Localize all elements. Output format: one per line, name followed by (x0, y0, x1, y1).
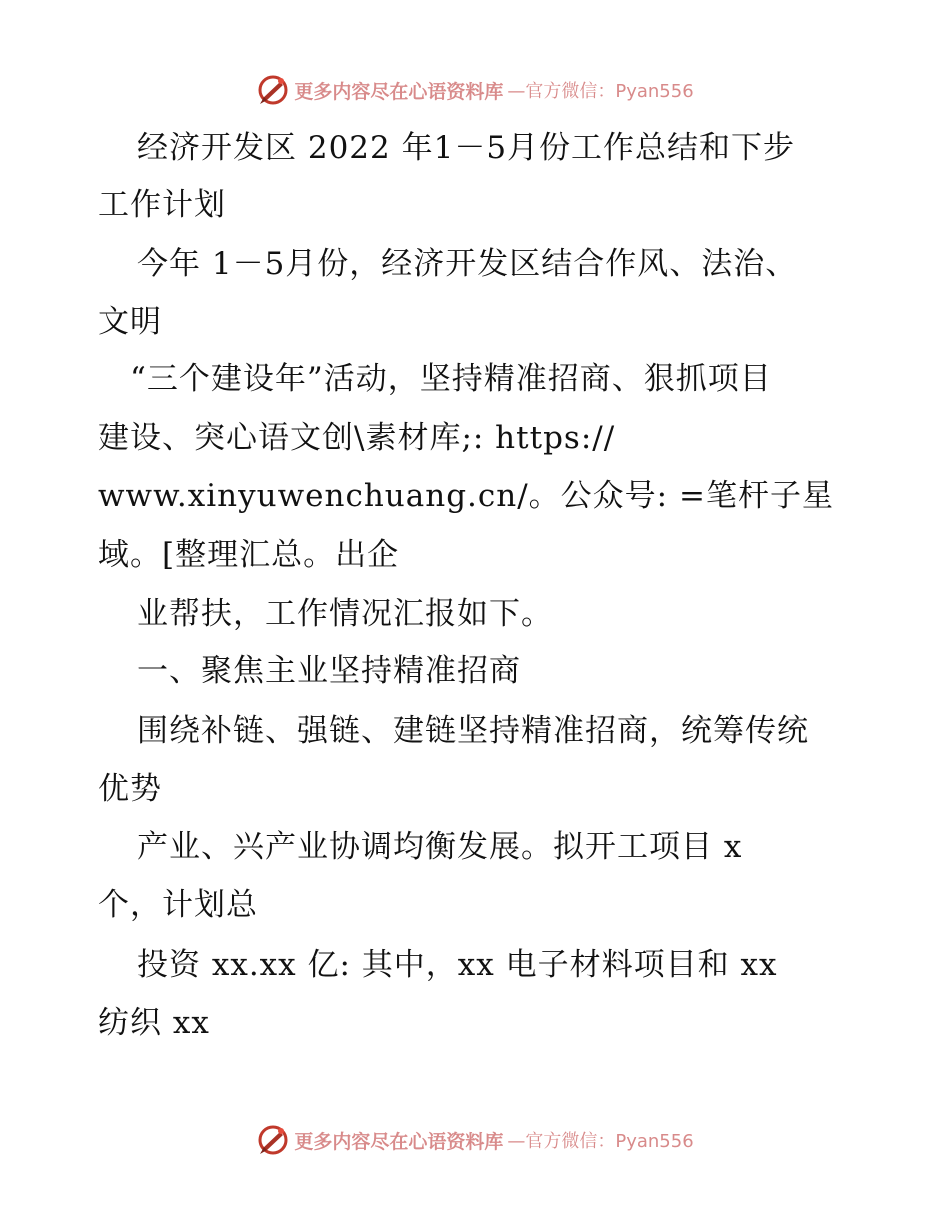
doc-text-line: 业帮扶，工作情况汇报如下。 (137, 596, 553, 632)
doc-text-line: 个，计划总 (98, 887, 258, 923)
banner-text: 更多内容尽在心语资料库 (294, 1130, 504, 1153)
doc-title-line-2: 工作计划 (98, 187, 226, 223)
header-banner (0, 70, 950, 110)
doc-text-line: 文明 (98, 304, 162, 340)
doc-text-line: www.xinyuwenchuang.cn/。公众号: =笔杆子星 (98, 478, 834, 514)
doc-title-line-1: 经济开发区 2022 年1－5月份工作总结和下步 (137, 130, 796, 166)
doc-text-line: 建设、突心语文创\素材库;: https:// (98, 420, 616, 456)
doc-text-line: 围绕补链、强链、建链坚持精准招商，统筹传统 (137, 713, 809, 749)
banner-wechat: —官方微信：Pyan556 (507, 1131, 694, 1152)
feather-pen-logo-icon (256, 73, 290, 107)
footer-banner (0, 1120, 950, 1160)
doc-section-heading: 一、聚焦主业坚持精准招商 (137, 653, 521, 689)
doc-text-line: “三个建设年”活动，坚持精准招商、狠抓项目 (130, 361, 772, 397)
doc-text-line: 纺织 xx (98, 1005, 210, 1041)
banner-wechat: —官方微信：Pyan556 (507, 81, 694, 102)
doc-text-line: 投资 xx.xx 亿: 其中，xx 电子材料项目和 xx (137, 947, 778, 983)
doc-text-line: 优势 (98, 771, 162, 807)
footer-banner-content[interactable] (256, 1123, 693, 1157)
doc-text-line: 域。[整理汇总。出企 (98, 537, 400, 573)
header-banner-content[interactable] (256, 73, 693, 107)
feather-pen-logo-icon (256, 1123, 290, 1157)
banner-text: 更多内容尽在心语资料库 (294, 80, 504, 103)
doc-text-line: 产业、兴产业协调均衡发展。拟开工项目 x (137, 829, 743, 865)
doc-text-line: 今年 1－5月份，经济开发区结合作风、法治、 (137, 246, 798, 282)
